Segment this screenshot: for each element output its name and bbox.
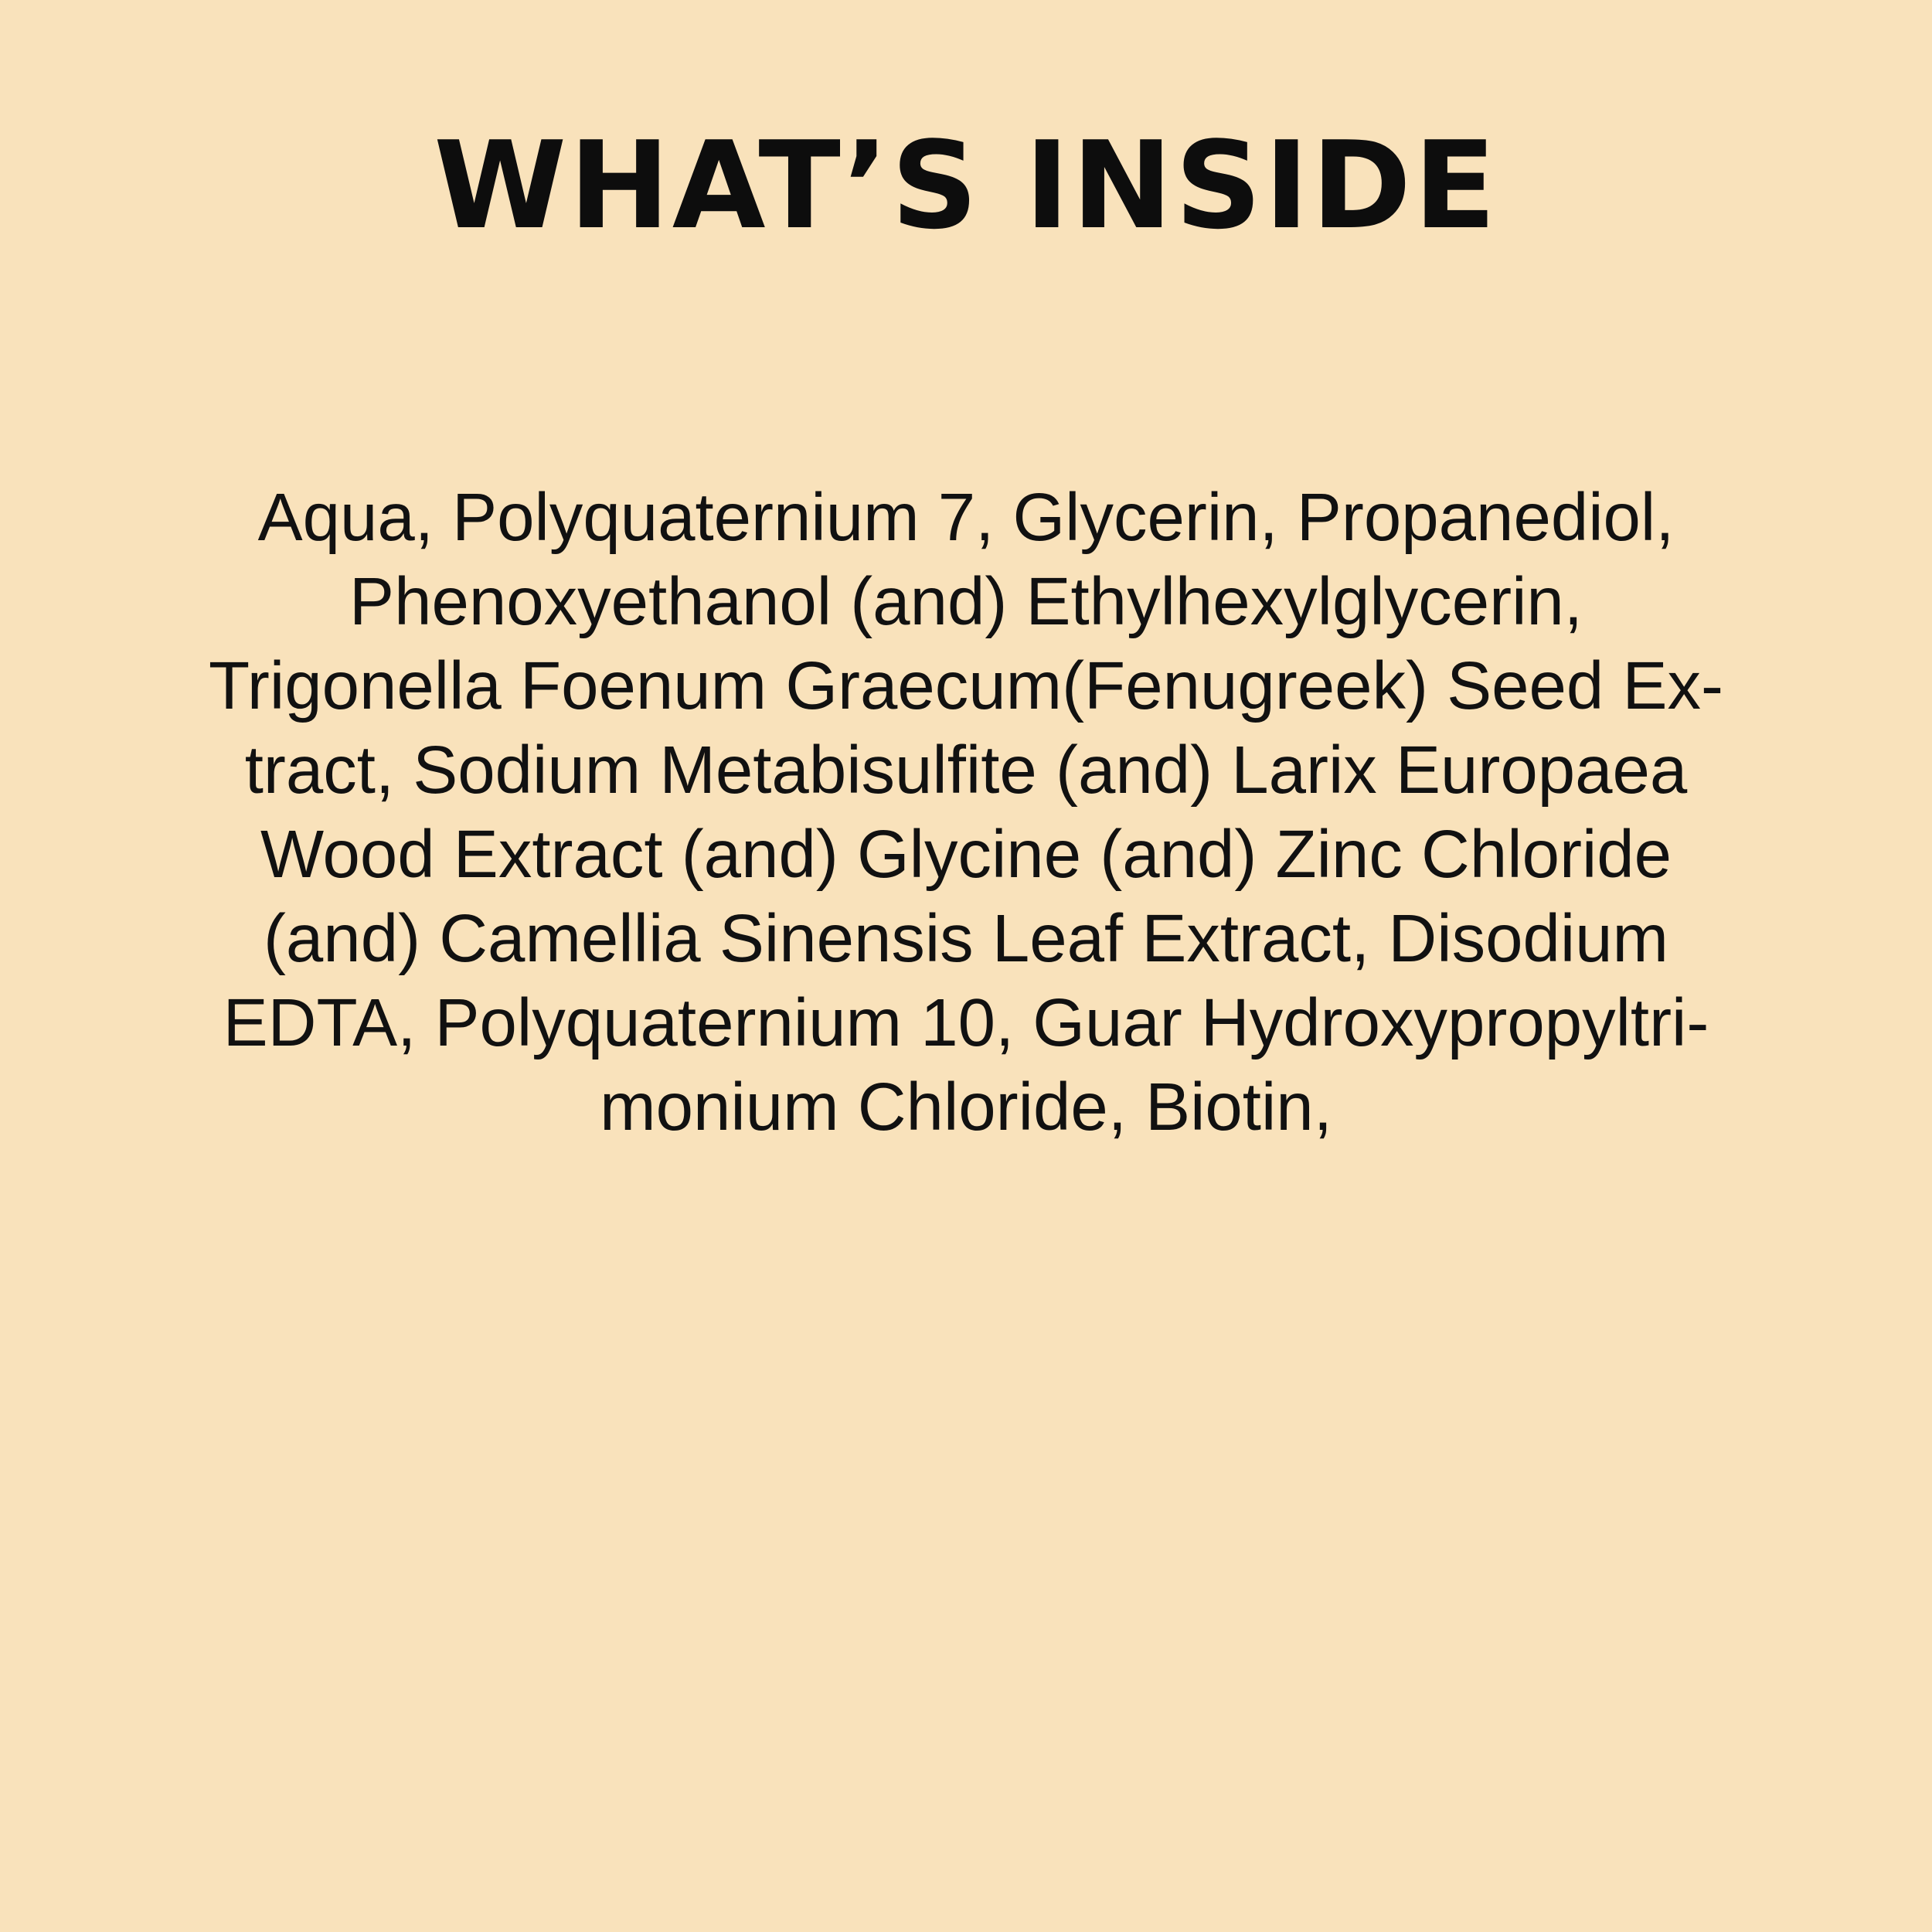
ingredients-line: monium Chloride, Biotin,: [600, 1070, 1332, 1145]
ingredients-line: EDTA, Polyquaternium 10, Guar Hydroxypropyltri-: [223, 985, 1709, 1060]
page-title: WHAT’S INSIDE: [434, 115, 1498, 256]
ingredients-line: Phenoxyethanol (and) Ethylhexylglycerin,: [349, 564, 1583, 639]
ingredients-line: Aqua, Polyquaternium 7, Glycerin, Propanediol,: [257, 480, 1675, 555]
ingredients-line: Wood Extract (and) Glycine (and) Zinc Chloride: [260, 817, 1672, 892]
ingredients-list: [193, 475, 1739, 1149]
ingredients-line: Trigonella Foenum Graecum(Fenugreek) Seed Ex-: [209, 648, 1723, 723]
ingredients-line: tract, Sodium Metabisulfite (and) Larix Europaea: [244, 733, 1688, 808]
ingredients-line: (and) Camellia Sinensis Leaf Extract, Disodium: [263, 901, 1669, 976]
